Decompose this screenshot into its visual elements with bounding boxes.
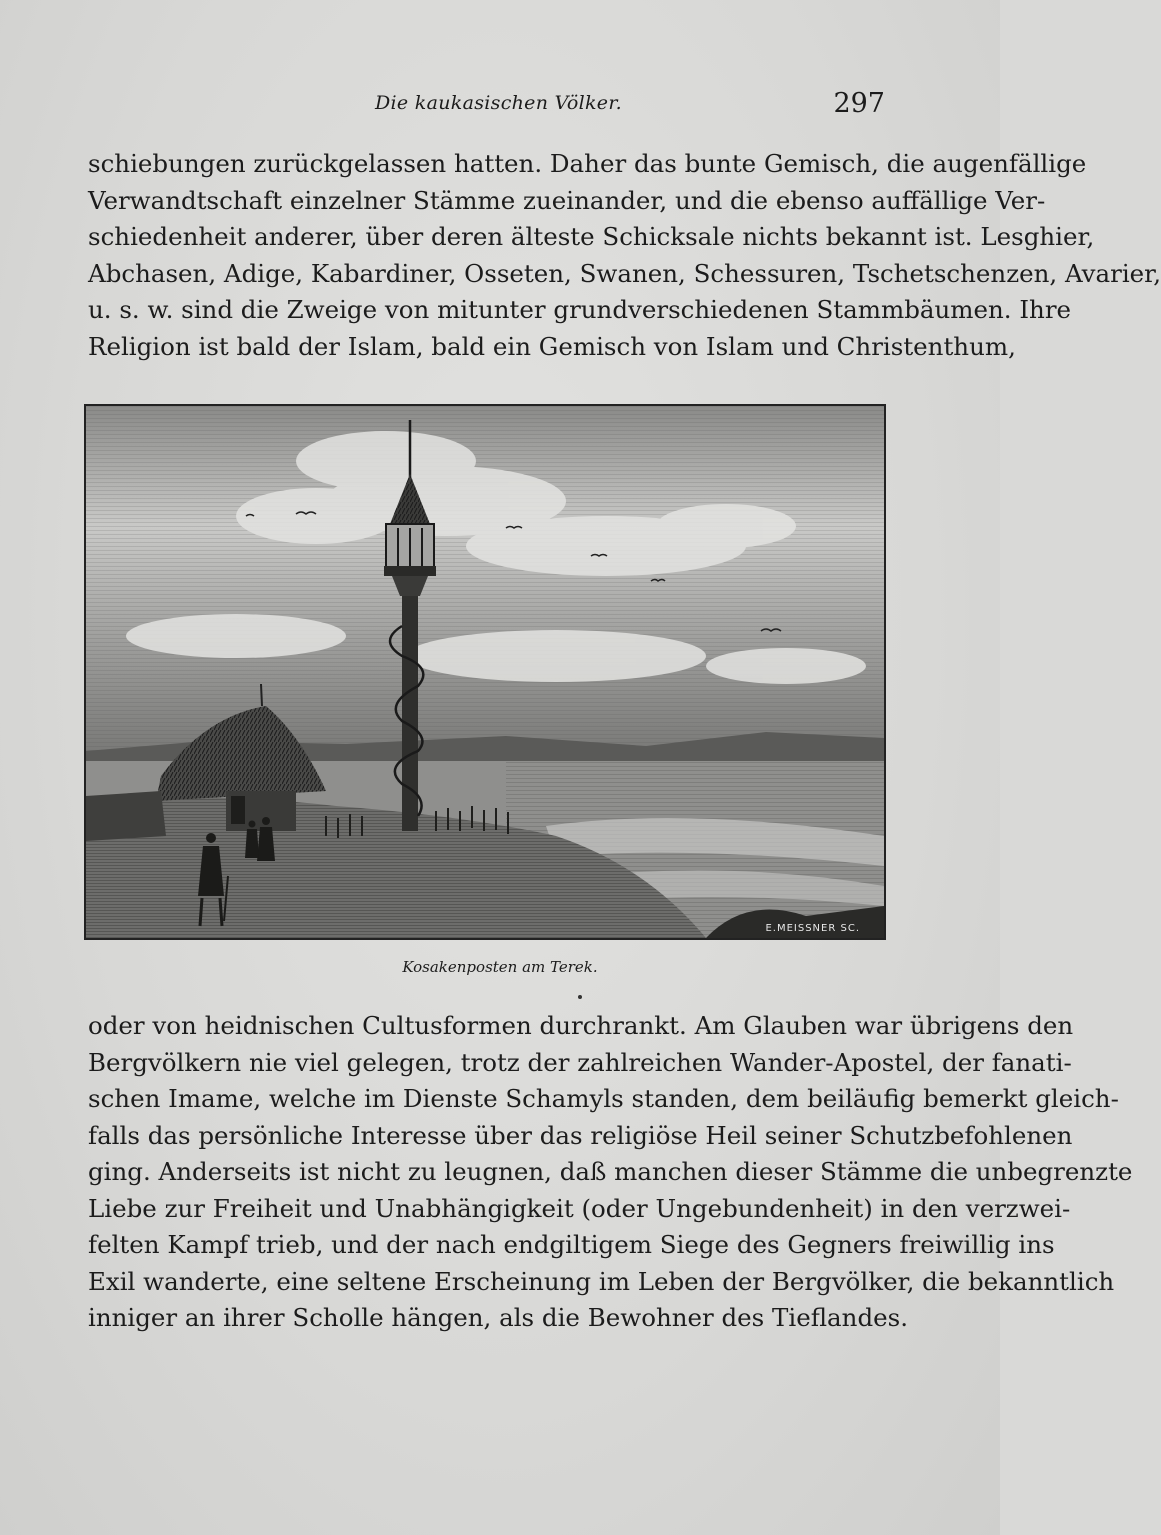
text-line: Liebe zur Freiheit und Unabhängigkeit (oder Ungebundenheit) in den verzwei- [88,1193,1071,1223]
engraving-cossack-post [84,404,886,940]
page-number: 297 [833,88,885,119]
body-text-top [88,146,1161,365]
text-line: schen Imame, welche im Dienste Schamyls standen, dem beiläufig bemerkt gleich- [88,1084,1119,1113]
text-line: inniger an ihrer Scholle hängen, als die Bewohner des Tieflandes. [88,1303,908,1332]
text-line: felten Kampf trieb, und der nach endgiltigem Siege des Gegners freiwillig ins [88,1230,1055,1259]
engraver-signature: E.MEISSNER SC. [765,923,860,934]
figure-caption: Kosakenposten am Terek. [402,958,598,976]
text-line: oder von heidnischen Cultusformen durchrankt. Am Glauben war übrigens den [88,1011,1074,1040]
text-line: Verwandtschaft einzelner Stämme zueinander, und die ebenso auffällige Ver- [88,185,1046,215]
page-header [85,88,885,128]
text-line: Exil wanderte, eine seltene Erscheinung im Leben der Bergvölker, die bekanntlich [88,1266,1115,1296]
body-text-bottom [88,1008,1133,1337]
text-line: Abchasen, Adige, Kabardiner, Osseten, Swanen, Schessuren, Tschetschenzen, Avarier, [88,258,1161,288]
text-line: Bergvölkern nie viel gelegen, trotz der zahlreichen Wander-Apostel, der fanati- [88,1047,1072,1077]
print-speck [578,995,582,999]
text-line: schiebungen zurückgelassen hatten. Daher das bunte Gemisch, die augenfällige [88,149,1087,178]
text-line: schiedenheit anderer, über deren älteste Schicksale nichts bekannt ist. Lesghier, [88,222,1095,251]
running-title: Die kaukasischen Völker. [375,92,622,114]
text-line: ging. Anderseits ist nicht zu leugnen, daß manchen dieser Stämme die unbegrenzte [88,1157,1133,1186]
text-line: falls das persönliche Interesse über das religiöse Heil seiner Schutzbefohlenen [88,1120,1073,1150]
text-line: Religion ist bald der Islam, bald ein Gemisch von Islam und Christenthum, [88,331,1016,361]
text-line: u. s. w. sind die Zweige von mitunter grundverschiedenen Stammbäumen. Ihre [88,295,1072,324]
